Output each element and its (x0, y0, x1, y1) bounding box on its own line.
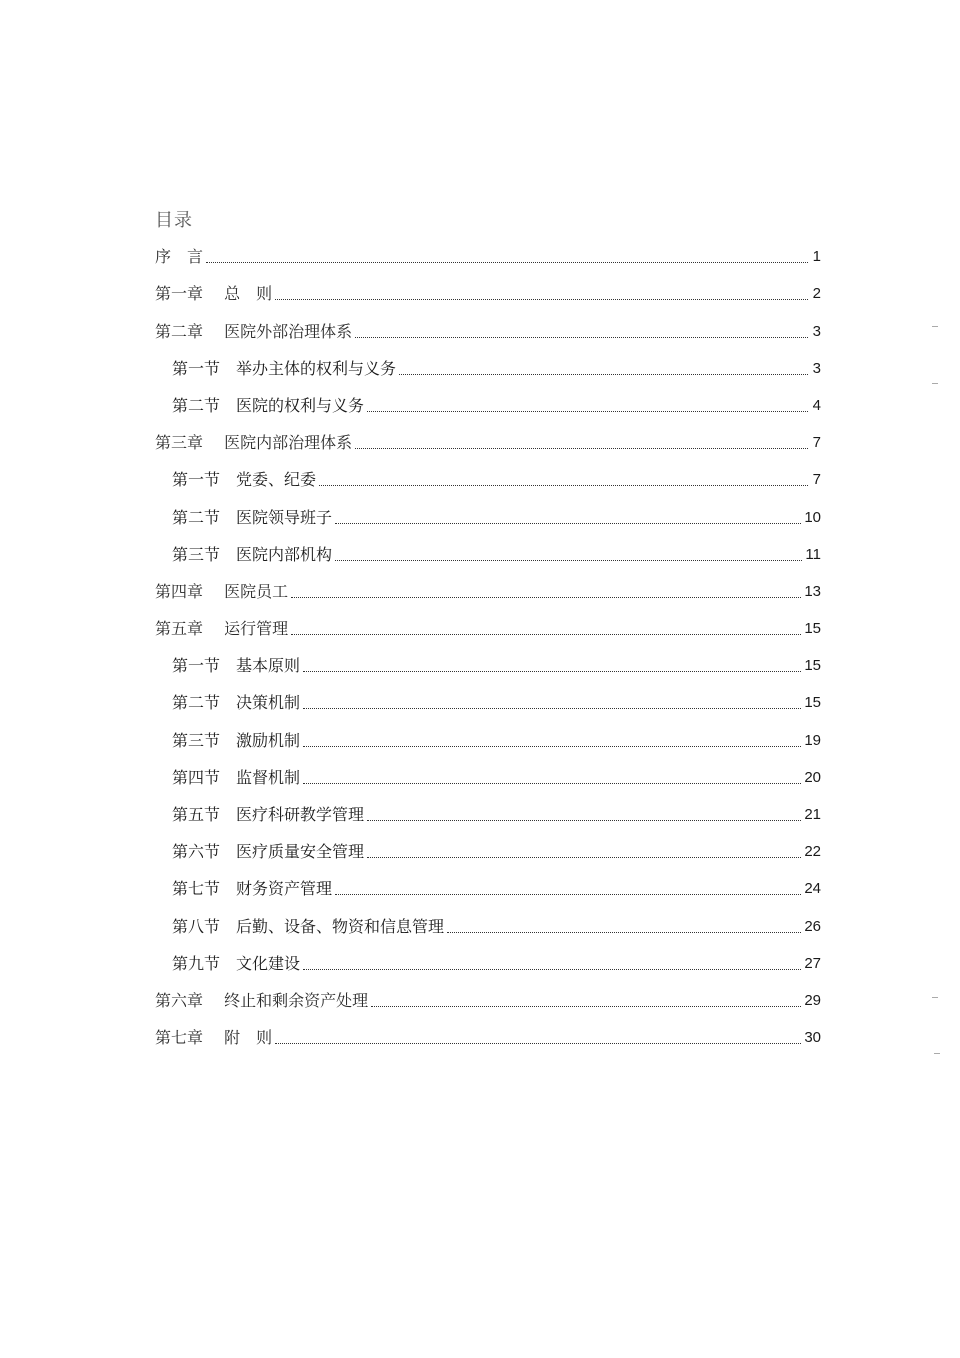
toc-section-entry[interactable] (155, 453, 821, 490)
dot-leader (355, 317, 808, 338)
scan-edge-mark (932, 326, 938, 327)
toc-section-entry[interactable] (155, 342, 821, 379)
toc-section-entry[interactable] (155, 751, 821, 788)
entry-label: 第八节 后勤、设备、物资和信息管理 (172, 916, 445, 936)
entry-label: 第一节 基本原则 (172, 656, 301, 676)
entry-page-number: 15 (804, 694, 821, 712)
dot-leader (303, 688, 801, 709)
dot-leader (303, 949, 801, 970)
entry-label: 第五节 医疗科研教学管理 (172, 805, 365, 824)
entry-page-number: 21 (804, 806, 821, 823)
entry-page-number: 13 (804, 582, 821, 600)
toc-section-entry[interactable] (155, 825, 821, 862)
toc-section-entry[interactable] (155, 899, 821, 936)
entry-page-number: 20 (804, 768, 821, 786)
dot-leader (447, 912, 801, 933)
dot-leader (291, 614, 801, 635)
dot-leader (367, 837, 801, 858)
entry-label: 第二章 医院外部治理体系 (155, 321, 353, 341)
entry-page-number: 2 (812, 285, 821, 303)
dot-leader (335, 874, 801, 895)
entry-label: 第七节 财务资产管理 (172, 879, 333, 899)
entry-label: 第九节 文化建设 (172, 953, 301, 973)
toc-chapter-entry[interactable] (155, 267, 821, 304)
dot-leader (319, 465, 808, 486)
table-of-contents (155, 230, 821, 1048)
dot-leader (303, 726, 801, 747)
dot-leader (303, 651, 801, 672)
entry-label: 第四章 医院员工 (155, 581, 289, 601)
entry-label: 第五章 运行管理 (155, 619, 289, 639)
toc-chapter-entry[interactable] (155, 304, 821, 341)
entry-label: 第三节 激励机制 (172, 730, 301, 750)
toc-section-entry[interactable] (155, 379, 821, 416)
entry-label: 第一章 总 则 (155, 284, 273, 304)
toc-section-entry[interactable] (155, 490, 821, 527)
entry-label: 第二节 医院的权利与义务 (172, 395, 365, 415)
entry-label: 第一节 党委、纪委 (172, 470, 317, 490)
entry-page-number: 7 (812, 434, 821, 452)
toc-chapter-entry[interactable] (155, 565, 821, 602)
toc-chapter-entry[interactable] (155, 974, 821, 1011)
scan-edge-mark (932, 383, 938, 384)
dot-leader (371, 986, 801, 1007)
dot-leader (335, 503, 801, 524)
toc-section-entry[interactable] (155, 676, 821, 713)
entry-page-number: 30 (804, 1029, 821, 1047)
toc-section-entry[interactable] (155, 639, 821, 676)
entry-label: 第一节 举办主体的权利与义务 (172, 358, 397, 378)
entry-label: 第六章 终止和剩余资产处理 (155, 990, 369, 1010)
entry-label: 第三章 医院内部治理体系 (155, 433, 353, 453)
toc-title: 目录 (155, 210, 193, 231)
entry-label: 第二节 医院领导班子 (172, 507, 333, 527)
dot-leader (399, 354, 808, 375)
entry-label: 第六节 医疗质量安全管理 (172, 842, 365, 862)
dot-leader (303, 763, 801, 784)
toc-section-entry[interactable] (155, 937, 821, 974)
toc-chapter-entry[interactable] (155, 1011, 821, 1048)
entry-page-number: 3 (812, 322, 821, 340)
dot-leader (206, 242, 808, 263)
toc-chapter-entry[interactable] (155, 602, 821, 639)
entry-page-number: 22 (804, 843, 821, 861)
dot-leader (275, 1023, 801, 1044)
entry-label: 第二节 决策机制 (172, 693, 301, 713)
scan-edge-mark (932, 997, 938, 998)
dot-leader (367, 800, 801, 821)
entry-label: 第三节 医院内部机构 (172, 544, 333, 564)
entry-page-number: 4 (812, 396, 821, 414)
entry-page-number: 29 (804, 991, 821, 1009)
toc-section-entry[interactable] (155, 788, 821, 825)
entry-page-number: 11 (805, 545, 821, 563)
entry-page-number: 1 (812, 248, 821, 266)
toc-section-entry[interactable] (155, 528, 821, 565)
dot-leader (275, 279, 808, 300)
entry-page-number: 3 (812, 359, 821, 377)
entry-label: 序 言 (155, 247, 204, 267)
dot-leader (335, 540, 802, 561)
toc-section-entry[interactable] (155, 713, 821, 750)
entry-label: 第四节 监督机制 (172, 767, 301, 787)
dot-leader (291, 577, 801, 598)
toc-chapter-entry[interactable] (155, 416, 821, 453)
entry-page-number: 27 (804, 954, 821, 972)
entry-page-number: 7 (812, 471, 821, 489)
dot-leader (367, 391, 808, 412)
entry-page-number: 15 (804, 620, 821, 638)
entry-label: 第七章 附 则 (155, 1028, 273, 1048)
entry-page-number: 24 (804, 880, 821, 898)
toc-section-entry[interactable] (155, 862, 821, 899)
entry-page-number: 26 (804, 917, 821, 935)
entry-page-number: 15 (804, 657, 821, 675)
dot-leader (355, 428, 808, 449)
scan-edge-mark (934, 1053, 940, 1054)
entry-page-number: 10 (804, 508, 821, 526)
toc-chapter-entry[interactable] (155, 230, 821, 267)
entry-page-number: 19 (804, 731, 821, 749)
